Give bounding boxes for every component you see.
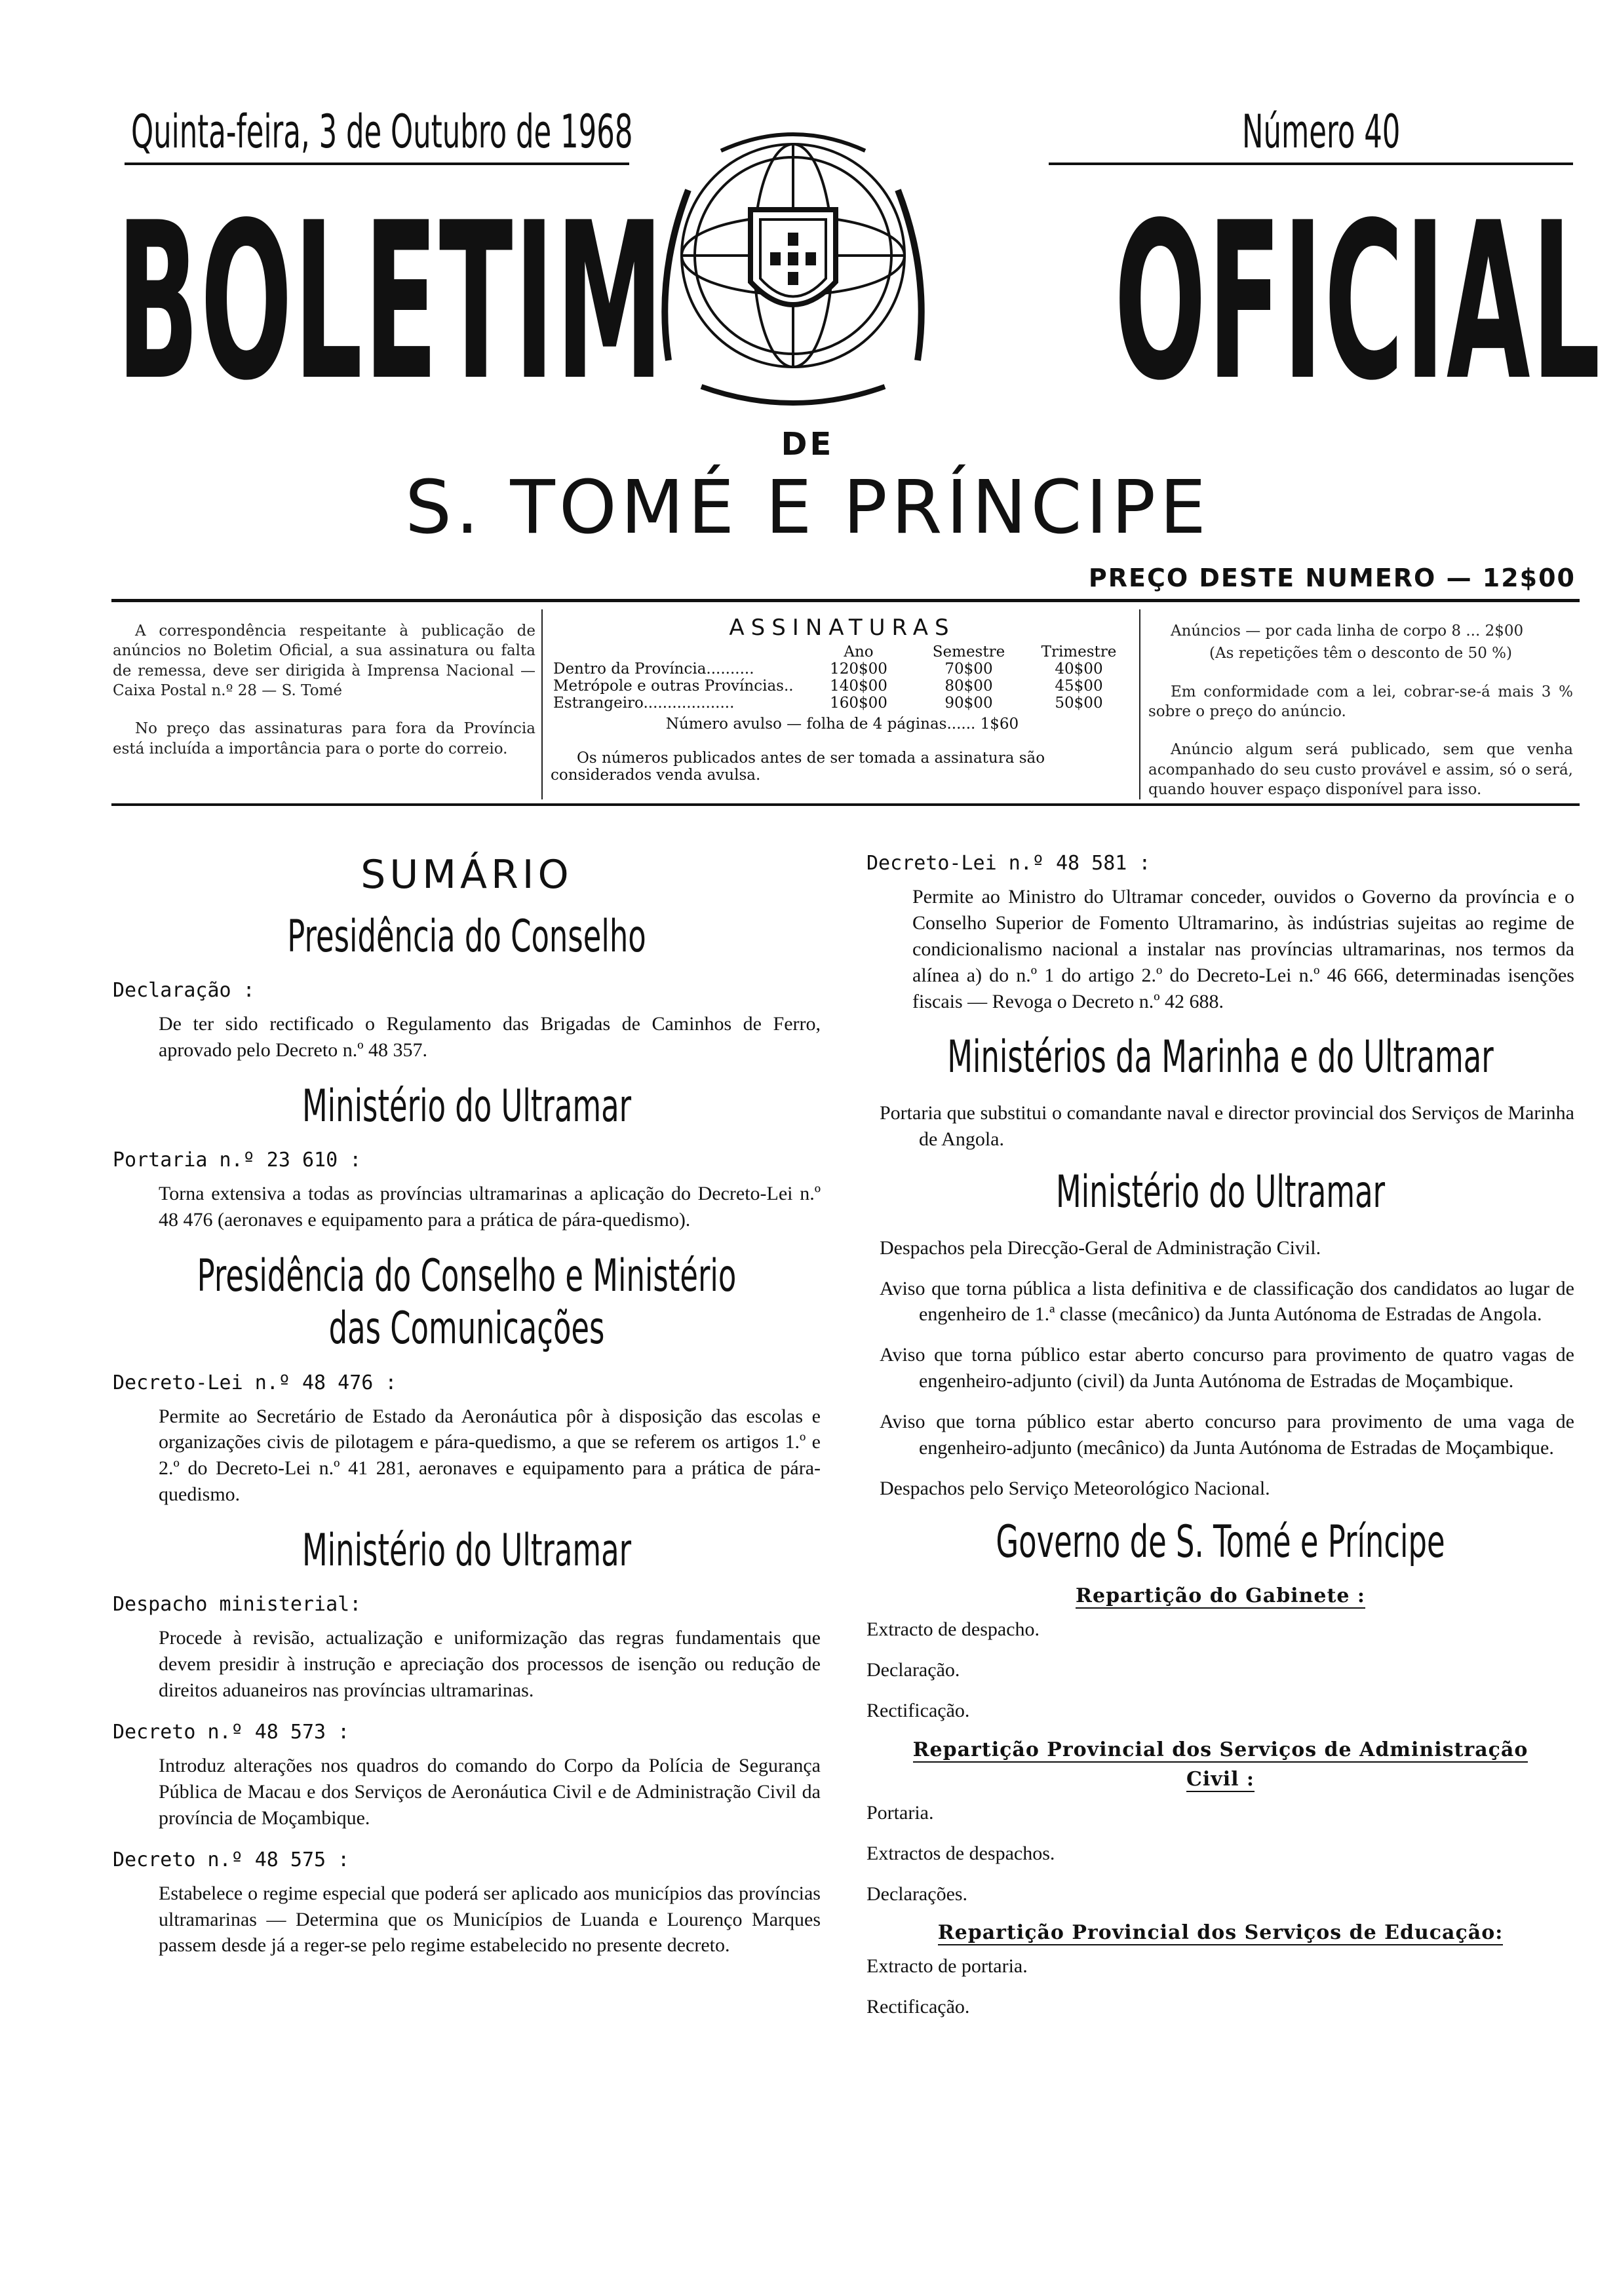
info-bottom-rule	[111, 803, 1580, 806]
postage-text: No preço das assinaturas para fora da Província está incluída a importância para o porte do correio.	[113, 720, 535, 757]
list-item: Rectificação.	[866, 1699, 970, 1721]
summary-title: SUMÁRIO	[360, 852, 573, 898]
list-item: Extracto de portaria.	[866, 1955, 1028, 1978]
section-heading: Presidência do Conselho e Ministério	[197, 1250, 737, 1303]
header-rule-left	[125, 163, 629, 165]
price-trimestre: 40$00	[1055, 660, 1103, 678]
table-row	[551, 695, 1134, 712]
section-heading: Ministério do Ultramar	[1055, 1166, 1386, 1219]
entry-label: Decreto-Lei n.º 48 476 :	[113, 1371, 397, 1394]
subscriptions-header-row	[551, 643, 1134, 660]
col-header-ano: Ano	[844, 643, 874, 660]
entry-text: Portaria que substitui o comandante naval e director provincial dos Serviços de Marinha de Angola.	[880, 1101, 1574, 1150]
entry-text: Torna extensiva a todas as províncias ultramarinas a aplicação do Decreto-Lei n.º 48 476 (aeronaves e equipamento para a prática de pára-quedismo).	[159, 1183, 821, 1231]
info-divider-left	[541, 609, 543, 799]
col-header	[551, 643, 804, 660]
table-row	[551, 660, 1134, 678]
price-semestre: 80$00	[944, 678, 993, 695]
entry-label: Portaria n.º 23 610 :	[113, 1149, 362, 1172]
department-name: Repartição Provincial dos Serviços de Administração	[912, 1738, 1528, 1761]
title-place: S. TOMÉ E PRÍNCIPE	[405, 465, 1210, 550]
list-item: Declaração.	[866, 1658, 960, 1681]
single-issue-price: Número avulso — folha de 4 páginas...... 1$60	[665, 716, 1019, 733]
price-trimestre: 50$00	[1055, 695, 1103, 712]
entry-label: Decreto-Lei n.º 48 581 :	[866, 852, 1151, 875]
entry-text: Permite ao Ministro do Ultramar conceder, ouvidos o Governo da província e o Conselho Superior de Fomento Ultramarino, às indústrias sujeitas ao regime de condicionalismo nacional a instalar nas províncias ultramarinas, nos termos da alínea a) do n.º 1 do artigo 2.º do Decreto-Lei n.º 46 666, determinadas isenções fiscais — Revoga o Decreto n.º 42 688.	[912, 886, 1574, 1012]
price-semestre: 70$00	[944, 660, 993, 678]
subscriptions-box	[551, 615, 1134, 784]
list-item: Portaria.	[866, 1801, 934, 1824]
entry-text: Despachos pela Direcção-Geral de Administração Civil.	[880, 1236, 1321, 1259]
col-header-trimestre: Trimestre	[1041, 643, 1117, 660]
issue-date: Quinta-feira, 3 de Outubro de 1968	[131, 105, 633, 159]
price-semestre: 90$00	[944, 695, 993, 712]
coat-of-arms-icon	[642, 111, 944, 426]
department-name: Repartição Provincial dos Serviços de Educação:	[937, 1921, 1504, 1945]
title-oficial: OFICIAL	[1114, 176, 1602, 428]
title-boletim: BOLETIM	[117, 176, 665, 428]
subscriptions-note: Os números publicados antes de ser tomada a assinatura são considerados venda avulsa.	[551, 750, 1045, 784]
department-heading	[866, 1921, 1574, 1944]
entry-label: Decreto n.º 48 573 :	[113, 1720, 350, 1744]
info-divider-right	[1139, 609, 1140, 799]
ad-rate-text: Anúncios — por cada linha de corpo 8 ... 2$00	[1171, 622, 1524, 640]
department-name: Repartição do Gabinete :	[1076, 1584, 1365, 1608]
entry-text: Aviso que torna público estar aberto concurso para provimento de uma vaga de engenheiro-adjunto (mecânico) da Junta Autónoma de Estradas de Moçambique.	[880, 1411, 1574, 1459]
subscriptions-table	[551, 643, 1134, 712]
entry-label: Despacho ministerial:	[113, 1593, 362, 1617]
entry-text: Aviso que torna pública a lista definitiva e de classificação dos candidatos ao lugar de engenheiro de 1.ª classe (mecânico) da Junta Autónoma de Estradas de Angola.	[880, 1277, 1574, 1326]
correspondence-text: A correspondência respeitante à publicação de anúncios no Boletim Oficial, a sua assinatura ou falta de remessa, deve ser dirigida à Imprensa Nacional — Caixa Postal n.º 28 — S. Tomé	[113, 622, 535, 700]
advertising-info	[1148, 621, 1573, 818]
summary-left-column	[113, 852, 821, 1976]
entry-text: Estabelece o regime especial que poderá ser aplicado aos municípios das províncias ultramarinas — Determina que os Municípios de Luanda e Lourenço Marques passem desde já a reger-se pelo regime estabelecido no presente decreto.	[159, 1882, 821, 1957]
row-label: Metrópole e outras Províncias..	[553, 678, 794, 695]
price-ano: 120$00	[830, 660, 887, 678]
issue-number: Número 40	[1242, 105, 1401, 159]
entry-text: Introduz alterações nos quadros do comando do Corpo da Polícia de Segurança Pública de Macau e dos Serviços de Aeronáutica Civil e de Administração Civil da província de Moçambique.	[159, 1754, 821, 1829]
department-heading	[866, 1584, 1574, 1607]
department-name-continued: Civil :	[1186, 1767, 1255, 1791]
col-header-semestre: Semestre	[932, 643, 1005, 660]
ad-conditions-text: Anúncio algum será publicado, sem que venha acompanhado do seu custo provável e assim, só o será, quando houver espaço disponível para isso.	[1148, 741, 1573, 799]
section-heading: Presidência do Conselho	[287, 911, 646, 963]
department-heading	[866, 1738, 1574, 1761]
issue-price: PREÇO DESTE NUMERO — 12$00	[1088, 564, 1576, 592]
section-heading: Ministério do Ultramar	[302, 1081, 632, 1133]
entry-text: Permite ao Secretário de Estado da Aeronáutica pôr à disposição das escolas e organizações civis de pilotagem e pára-quedismo, a que se referem os artigos 1.º e 2.º do Decreto-Lei n.º 41 281, aeronaves e equipamento para a prática de pára-quedismo.	[159, 1405, 821, 1506]
list-item: Rectificação.	[866, 1996, 970, 2018]
entry-label: Decreto n.º 48 575 :	[113, 1848, 350, 1871]
row-label: Dentro da Província..........	[553, 660, 754, 678]
list-item: Declarações.	[866, 1883, 968, 1905]
row-label: Estrangeiro...................	[553, 695, 735, 712]
title-de: DE	[781, 426, 834, 463]
section-heading: Ministérios da Marinha e do Ultramar	[947, 1031, 1494, 1084]
ad-discount-text: (As repetições têm o desconto de 50 %)	[1209, 645, 1512, 662]
price-ano: 140$00	[830, 678, 887, 695]
price-trimestre: 45$00	[1055, 678, 1103, 695]
list-item: Extracto de despacho.	[866, 1618, 1040, 1641]
correspondence-info	[113, 621, 535, 777]
entry-text: Despachos pelo Serviço Meteorológico Nacional.	[880, 1477, 1270, 1499]
price-rule	[111, 599, 1580, 602]
section-heading: Ministério do Ultramar	[302, 1525, 632, 1577]
entry-text: De ter sido rectificado o Regulamento das Brigadas de Caminhos de Ferro, aprovado pelo Decreto n.º 48 357.	[159, 1013, 821, 1062]
table-row	[551, 678, 1134, 695]
section-heading-continued: das Comunicações	[328, 1303, 605, 1355]
header-rule-right	[1049, 163, 1573, 165]
price-ano: 160$00	[830, 695, 887, 712]
subscriptions-title: ASSINATURAS	[729, 615, 956, 641]
ad-tax-text: Em conformidade com a lei, cobrar-se-á mais 3 % sobre o preço do anúncio.	[1148, 683, 1573, 721]
entry-text: Aviso que torna público estar aberto concurso para provimento de quatro vagas de engenheiro-adjunto (civil) da Junta Autónoma de Estradas de Moçambique.	[880, 1344, 1574, 1392]
list-item: Extractos de despachos.	[866, 1842, 1055, 1864]
summary-right-column	[866, 852, 1574, 2035]
entry-text: Procede à revisão, actualização e uniformização das regras fundamentais que devem presidir à instrução e apreciação dos processos de isenção ou redução de direitos aduaneiros nas províncias ultramarinas.	[159, 1627, 821, 1702]
section-heading: Governo de S. Tomé e Príncipe	[996, 1516, 1445, 1568]
entry-label: Declaração :	[113, 979, 255, 1003]
department-heading-continued	[866, 1768, 1574, 1791]
